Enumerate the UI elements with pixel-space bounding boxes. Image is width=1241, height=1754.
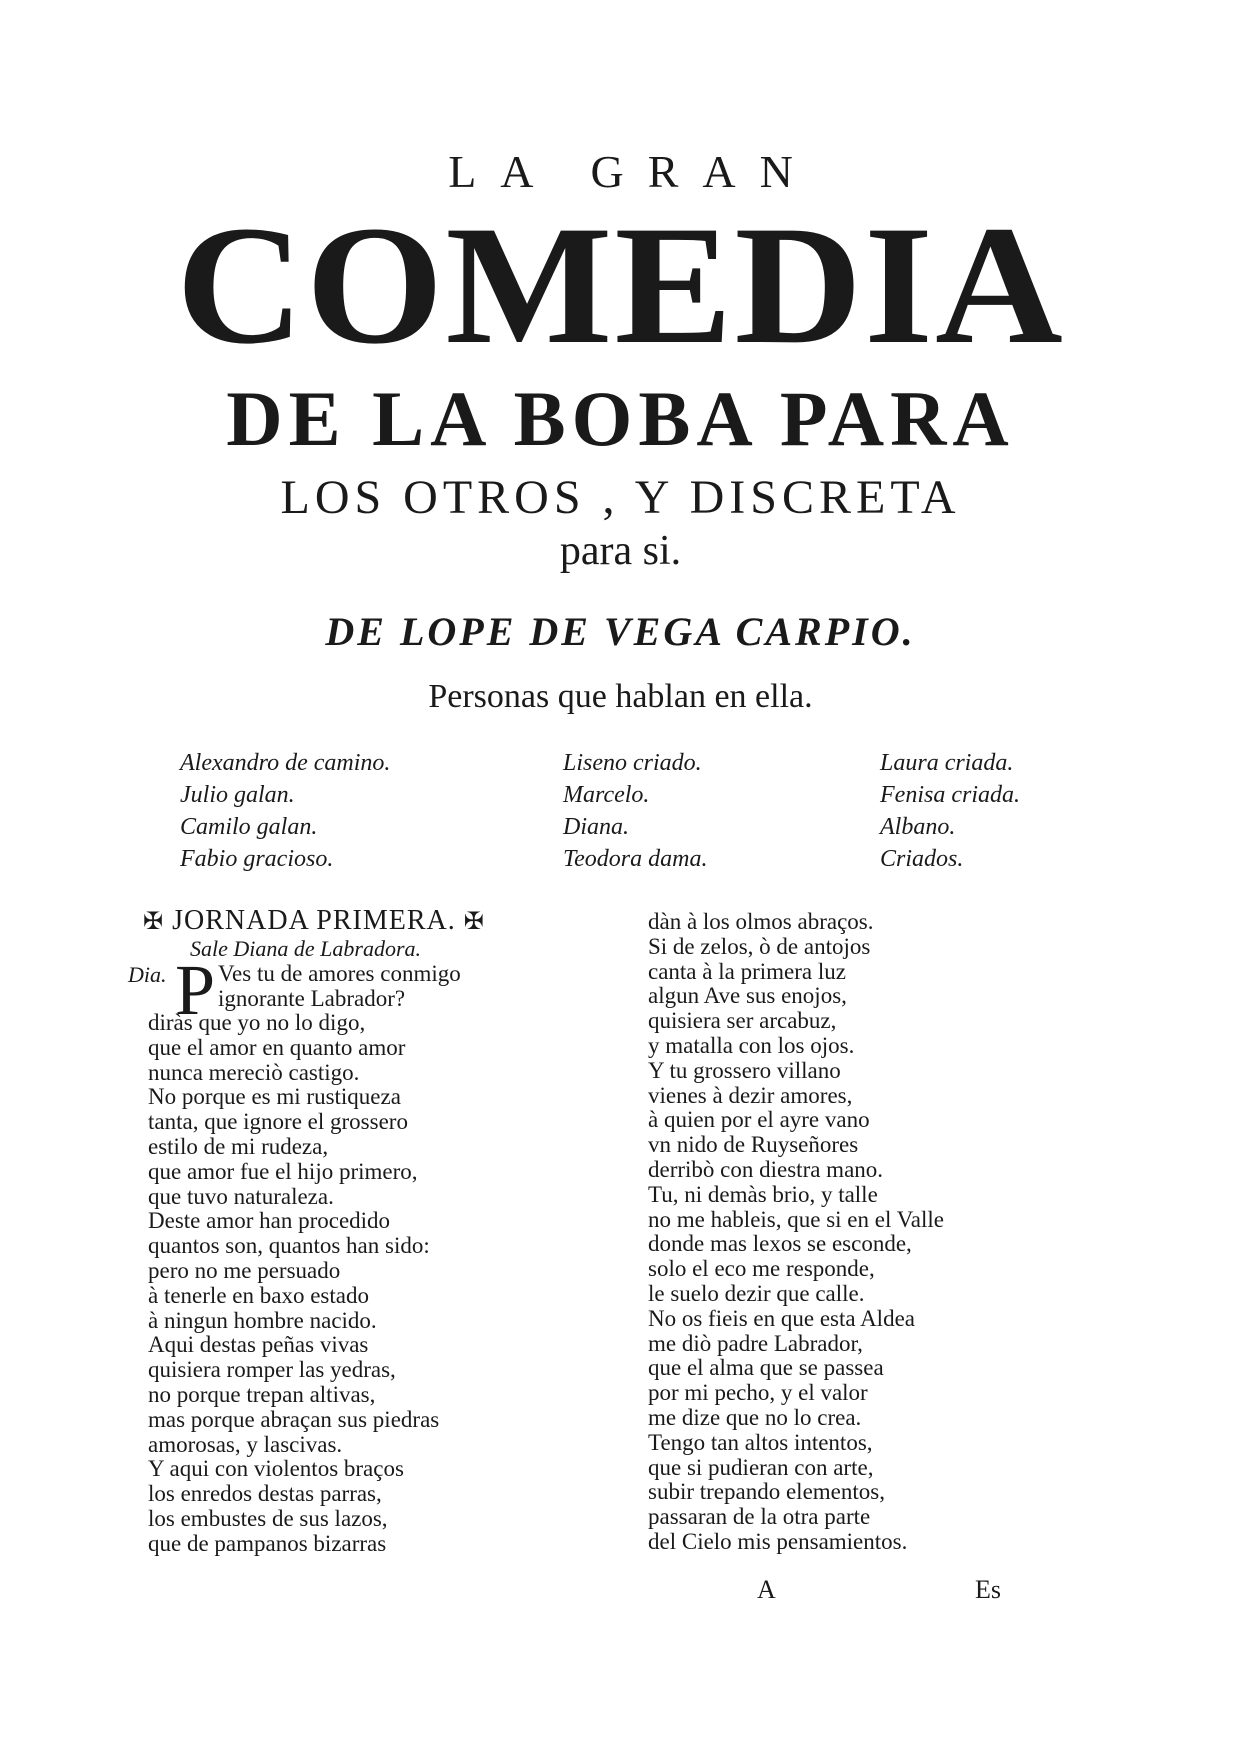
verse-line: Tu, ni demàs brio, y talle (648, 1181, 878, 1207)
verse-line: Y tu grossero villano (648, 1057, 841, 1083)
title-line-para-si: para si. (559, 528, 682, 574)
persona-item: Laura criada. (880, 750, 1014, 776)
verse-line: nunca mereciò castigo. (148, 1059, 360, 1085)
verse-line: subir trepando elementos, (648, 1479, 885, 1505)
verse-line: los embustes de sus lazos, (148, 1505, 388, 1531)
verse-line: No porque es mi rustiqueza (148, 1084, 401, 1110)
persona-item: Diana. (563, 814, 629, 840)
verse-line: Aqui destas peñas vivas (148, 1332, 369, 1358)
persona-item: Liseno criado. (563, 750, 702, 776)
drop-cap: P (175, 950, 216, 1030)
verse-line: passaran de la otra parte (648, 1504, 871, 1530)
persona-item: Criados. (880, 846, 964, 872)
verse-line: estilo de mi rudeza, (148, 1133, 329, 1159)
verse-line: por mi pecho, y el valor (648, 1380, 868, 1406)
persona-item: Julio galan. (180, 782, 295, 808)
verse-line: Tengo tan altos intentos, (648, 1429, 873, 1455)
verse-line: vienes à dezir amores, (648, 1082, 853, 1108)
verse-line: que tuvo naturaleza. (148, 1183, 334, 1209)
persona-item: Fabio gracioso. (180, 846, 334, 872)
title-line-la-gran: LA GRAN (448, 146, 817, 197)
verse-line: que amor fue el hijo primero, (148, 1158, 418, 1184)
persona-item: Fenisa criada. (880, 782, 1020, 808)
catchword: Es (975, 1575, 1001, 1604)
verse-line: donde mas lexos se esconde, (648, 1231, 912, 1257)
verse-line: à quien por el ayre vano (648, 1107, 870, 1133)
verse-line: pero no me persuado (148, 1257, 341, 1283)
personas-column-3 (880, 747, 1020, 875)
act-heading (135, 905, 493, 937)
stage-direction: Sale Diana de Labradora. (190, 936, 421, 961)
personas-column-2 (563, 747, 707, 875)
act-heading-text: JORNADA PRIMERA. (172, 905, 456, 936)
verse-opening (218, 962, 461, 1012)
title-line-los-otros: LOS OTROS , Y DISCRETA (280, 471, 961, 524)
verse-line: ignorante Labrador? (218, 985, 406, 1011)
maltese-cross-icon: ✠ (143, 909, 165, 935)
verse-line: y matalla con los ojos. (648, 1032, 855, 1058)
verse-line: tanta, que ignore el grossero (148, 1109, 408, 1135)
verse-line: le suelo dezir que calle. (648, 1280, 865, 1306)
verse-line: à tenerle en baxo estado (148, 1282, 369, 1308)
verse-line: no porque trepan altivas, (148, 1381, 376, 1407)
author-line: DE LOPE DE VEGA CARPIO. (325, 609, 916, 654)
verse-line: mas porque abraçan sus piedras (148, 1406, 440, 1432)
verse-line: derribò con diestra mano. (648, 1156, 884, 1182)
verse-line: que el alma que se passea (648, 1355, 884, 1381)
speaker-label: Dia. (128, 962, 167, 987)
personas-heading: Personas que hablan en ella. (428, 678, 813, 715)
verse-line: Si de zelos, ò de antojos (648, 933, 871, 959)
persona-item: Teodora dama. (563, 846, 708, 872)
verse-line: quantos son, quantos han sido: (148, 1233, 430, 1259)
verse-line: vn nido de Ruyseñores (648, 1132, 859, 1158)
verse-line: que si pudieran con arte, (648, 1454, 874, 1480)
verse-line: me diò padre Labrador, (648, 1330, 863, 1356)
verse-line: algun Ave sus enojos, (648, 983, 847, 1009)
verse-line: los enredos destas parras, (148, 1481, 382, 1507)
verse-line: à ningun hombre nacido. (148, 1307, 377, 1333)
persona-item: Camilo galan. (180, 814, 318, 840)
signature-mark: A (757, 1575, 776, 1604)
verse-line: me dize que no lo crea. (648, 1404, 862, 1430)
verse-line: que de pampanos bizarras (148, 1530, 387, 1556)
verse-line: no me hableis, que si en el Valle (648, 1206, 944, 1232)
verse-line: amorosas, y lascivas. (148, 1431, 343, 1457)
verse-line: quisiera ser arcabuz, (648, 1008, 837, 1034)
personas-column-1 (180, 747, 390, 875)
verse-column-right (648, 910, 944, 1555)
persona-item: Alexandro de camino. (180, 750, 391, 776)
verse-line: diràs que yo no lo digo, (148, 1010, 366, 1035)
verse-line: que el amor en quanto amor (148, 1034, 406, 1060)
verse-line: Y aqui con violentos braços (148, 1456, 404, 1482)
title-line-de-la-boba: DE LA BOBA PARA (226, 375, 1015, 462)
verse-line: Ves tu de amores conmigo (218, 961, 461, 986)
verse-line: No os fieis en que esta Aldea (648, 1305, 915, 1331)
verse-line: quisiera romper las yedras, (148, 1357, 396, 1383)
verse-line: solo el eco me responde, (648, 1256, 875, 1282)
persona-item: Marcelo. (563, 782, 650, 808)
verse-line: canta à la primera luz (648, 958, 846, 984)
maltese-cross-icon: ✠ (463, 909, 485, 935)
title-comedia: COMEDIA (176, 191, 1065, 379)
verse-line: Deste amor han procedido (148, 1208, 391, 1234)
verse-line: del Cielo mis pensamientos. (648, 1528, 908, 1554)
persona-item: Albano. (880, 814, 956, 840)
verse-column-left (148, 1011, 439, 1557)
verse-line: dàn à los olmos abraços. (648, 909, 874, 934)
